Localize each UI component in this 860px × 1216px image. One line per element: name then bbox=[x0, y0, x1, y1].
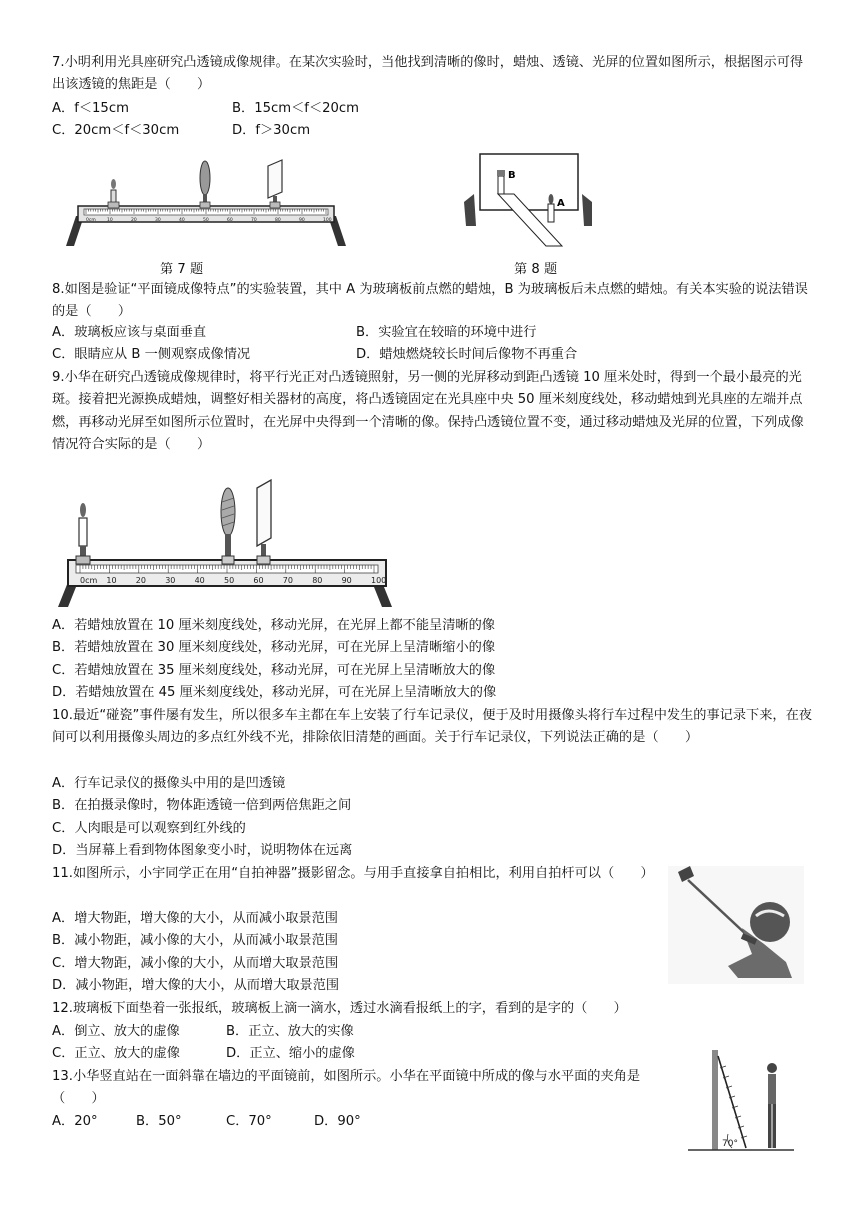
q11-selfie-stick-figure bbox=[668, 866, 804, 984]
q11-stem: 11.如图所示，小宇同学正在用“自拍神器”摄影留念。与用手直接拿自拍相比，利用自拍杆可以（ ） bbox=[52, 866, 654, 881]
q7-optical-bench-figure bbox=[62, 158, 352, 250]
q9-option-d: D．若蜡烛放置在 45 厘米刻度线处，移动光屏，可在光屏上呈清晰放大的像 bbox=[52, 685, 497, 700]
q9-scale-label: 50 bbox=[224, 576, 235, 585]
q9-lens-holder bbox=[222, 556, 234, 564]
q7-option-c: C．20cm＜f＜30cm bbox=[52, 123, 180, 138]
q7-option-b: B．15cm＜f＜20cm bbox=[232, 101, 360, 116]
q9-screen-post bbox=[261, 544, 266, 556]
q13-stem: 13.小华竖直站在一面斜靠在墙边的平面镜前，如图所示。小华在平面镜中所成的像与水平面的夹角是（ ） bbox=[52, 1069, 641, 1107]
q8-candle-b bbox=[498, 176, 504, 194]
q10-stem: 10.最近“碰瓷”事件屡有发生，所以很多车主都在车上安装了行车记录仪，便于及时用摄像头将行车过程中发生的事记录下来，在夜间可以利用摄像头周边的多点红外线不光，排除依旧清楚的画面。关于行车记录仪，下列说法正确的是（ ） bbox=[52, 708, 812, 746]
q9-option-a: A．若蜡烛放置在 10 厘米刻度线处，移动光屏，在光屏上都不能呈清晰的像 bbox=[52, 618, 495, 633]
q7-scale-label: 10 bbox=[107, 218, 113, 223]
q7-stem: 7.小明利用光具座研究凸透镜成像规律。在某次实验时，当他找到清晰的像时，蜡烛、透镜、光屏的位置如图所示，根据图示可得出该透镜的焦距是（ ） bbox=[52, 55, 804, 93]
q9-scale-label: 20 bbox=[135, 576, 146, 585]
q13-person-body bbox=[768, 1074, 776, 1104]
q8-label-a: A bbox=[557, 198, 565, 209]
q7-option-d: D．f＞30cm bbox=[232, 123, 311, 138]
q9-lens-post bbox=[225, 534, 231, 556]
q9-option-b: B．若蜡烛放置在 30 厘米刻度线处，移动光屏，可在光屏上呈清晰缩小的像 bbox=[52, 640, 496, 655]
q9-stem: 9.小华在研究凸透镜成像规律时，将平行光正对凸透镜照射，另一侧的光屏移动到距凸透镜 10 厘米处时，得到一个最小最亮的光斑。接着把光源换成蜡烛，调整好相关器材的高度，将凸透镜固定在光具座中央 50 厘米刻度线处，移动蜡烛到光具座的左端并点燃，再移动光屏至如图所示位置时，在光屏中央得到一个清晰的像。保持凸透镜位置不变，通过移动蜡烛及光屏的位置，下列成像情况符合实际的是（ ） bbox=[52, 370, 804, 453]
q7-candle-flame bbox=[111, 179, 116, 189]
q8-left-stand bbox=[464, 194, 476, 226]
q12-stem: 12.玻璃板下面垫着一张报纸，玻璃板上滴一滴水，透过水滴看报纸上的字，看到的是字的（ ） bbox=[52, 1001, 627, 1016]
q9-scale-label: 100 bbox=[371, 576, 387, 585]
q7-scale-label: 100 bbox=[323, 218, 332, 223]
q9-option-c: C．若蜡烛放置在 35 厘米刻度线处，移动光屏，可在光屏上呈清晰放大的像 bbox=[52, 663, 496, 678]
q7-scale-label: 40 bbox=[179, 218, 185, 223]
q8-candle-a-flame bbox=[549, 194, 554, 204]
q13-option-c: C．70° bbox=[226, 1114, 272, 1129]
q8-candle-b-top bbox=[497, 170, 505, 176]
q7-figure-caption: 第 7 题 bbox=[160, 262, 204, 277]
q10-option-a: A．行车记录仪的摄像头中用的是凹透镜 bbox=[52, 776, 286, 791]
q11-option-b: B．减小物距，减小像的大小，从而减小取景范围 bbox=[52, 933, 338, 948]
q13-mirror bbox=[718, 1056, 746, 1148]
q9-scale-label: 40 bbox=[194, 576, 205, 585]
q9-screen-holder bbox=[257, 556, 270, 564]
q11-person-head bbox=[750, 902, 790, 942]
q7-scale-label: 60 bbox=[227, 218, 233, 223]
q11-option-d: D．减小物距，增大像的大小，从而增大取景范围 bbox=[52, 978, 340, 993]
q8-plane-mirror-figure bbox=[458, 150, 600, 250]
q8-right-stand bbox=[582, 194, 592, 226]
q10-option-b: B．在拍摄录像时，物体距透镜一倍到两倍焦距之间 bbox=[52, 798, 352, 813]
q11-option-c: C．增大物距，减小像的大小，从而增大取景范围 bbox=[52, 956, 339, 971]
q7-candle-holder bbox=[108, 202, 119, 208]
q13-wall bbox=[712, 1050, 718, 1150]
q9-scale-label: 80 bbox=[312, 576, 323, 585]
q8-option-b: B．实验宜在较暗的环境中进行 bbox=[356, 325, 537, 340]
q7-scale-label: 80 bbox=[275, 218, 281, 223]
q9-scale-label: 10 bbox=[106, 576, 117, 585]
q7-screen-holder bbox=[270, 202, 280, 208]
q9-scale-label: 70 bbox=[282, 576, 293, 585]
q7-scale-label: 0cm bbox=[86, 218, 96, 223]
q7-lens bbox=[200, 161, 210, 195]
q9-optical-bench-figure bbox=[50, 472, 400, 610]
q7-scale-label: 20 bbox=[131, 218, 137, 223]
q12-option-b: B．正立、放大的实像 bbox=[226, 1024, 354, 1039]
q8-option-c: C．眼睛应从 B 一侧观察成像情况 bbox=[52, 347, 251, 362]
q13-person-leg-right bbox=[773, 1104, 777, 1148]
q12-option-d: D．正立、缩小的虚像 bbox=[226, 1046, 355, 1061]
q11-option-a: A．增大物距，增大像的大小，从而减小取景范围 bbox=[52, 911, 338, 926]
q9-scale-label: 30 bbox=[165, 576, 176, 585]
q9-lens bbox=[221, 488, 235, 536]
q9-scale-label: 60 bbox=[253, 576, 264, 585]
q13-person-leg-left bbox=[768, 1104, 772, 1148]
q7-scale-label: 30 bbox=[155, 218, 161, 223]
q13-option-a: A．20° bbox=[52, 1114, 98, 1129]
q13-option-b: B．50° bbox=[136, 1114, 182, 1129]
q13-person-head bbox=[767, 1063, 777, 1073]
q7-scale-label: 50 bbox=[203, 218, 209, 223]
q9-scale-label: 0cm bbox=[80, 576, 98, 585]
q12-option-c: C．正立、放大的虚像 bbox=[52, 1046, 180, 1061]
q7-screen bbox=[268, 160, 282, 198]
q8-option-d: D．蜡烛燃烧较长时间后像物不再重合 bbox=[356, 347, 578, 362]
q9-candle-holder bbox=[76, 556, 90, 564]
q7-scale-label: 70 bbox=[251, 218, 257, 223]
q7-scale-label: 90 bbox=[299, 218, 305, 223]
q8-option-a: A．玻璃板应该与桌面垂直 bbox=[52, 325, 207, 340]
q8-candle-a bbox=[548, 204, 554, 222]
q9-scale-label: 90 bbox=[341, 576, 352, 585]
q8-figure-caption: 第 8 题 bbox=[514, 262, 558, 277]
q13-angle-label: 70° bbox=[722, 1139, 738, 1149]
q9-candle-flame bbox=[80, 503, 86, 517]
q7-lens-holder bbox=[200, 202, 210, 208]
q10-option-c: C．人肉眼是可以观察到红外线的 bbox=[52, 821, 246, 836]
q9-screen bbox=[257, 480, 271, 546]
q9-candle bbox=[79, 518, 87, 546]
q12-option-a: A．倒立、放大的虚像 bbox=[52, 1024, 180, 1039]
q7-option-a: A．f＜15cm bbox=[52, 101, 129, 116]
q10-option-d: D．当屏幕上看到物体图象变小时，说明物体在远离 bbox=[52, 843, 353, 858]
q13-mirror-figure bbox=[686, 1046, 796, 1154]
q13-option-d: D．90° bbox=[314, 1114, 361, 1129]
q8-label-b: B bbox=[508, 170, 516, 181]
q8-stem: 8.如图是验证“平面镜成像特点”的实验装置，其中 A 为玻璃板前点燃的蜡烛，B 为玻璃板后未点燃的蜡烛。有关本实验的说法错误的是（ ） bbox=[52, 282, 808, 320]
